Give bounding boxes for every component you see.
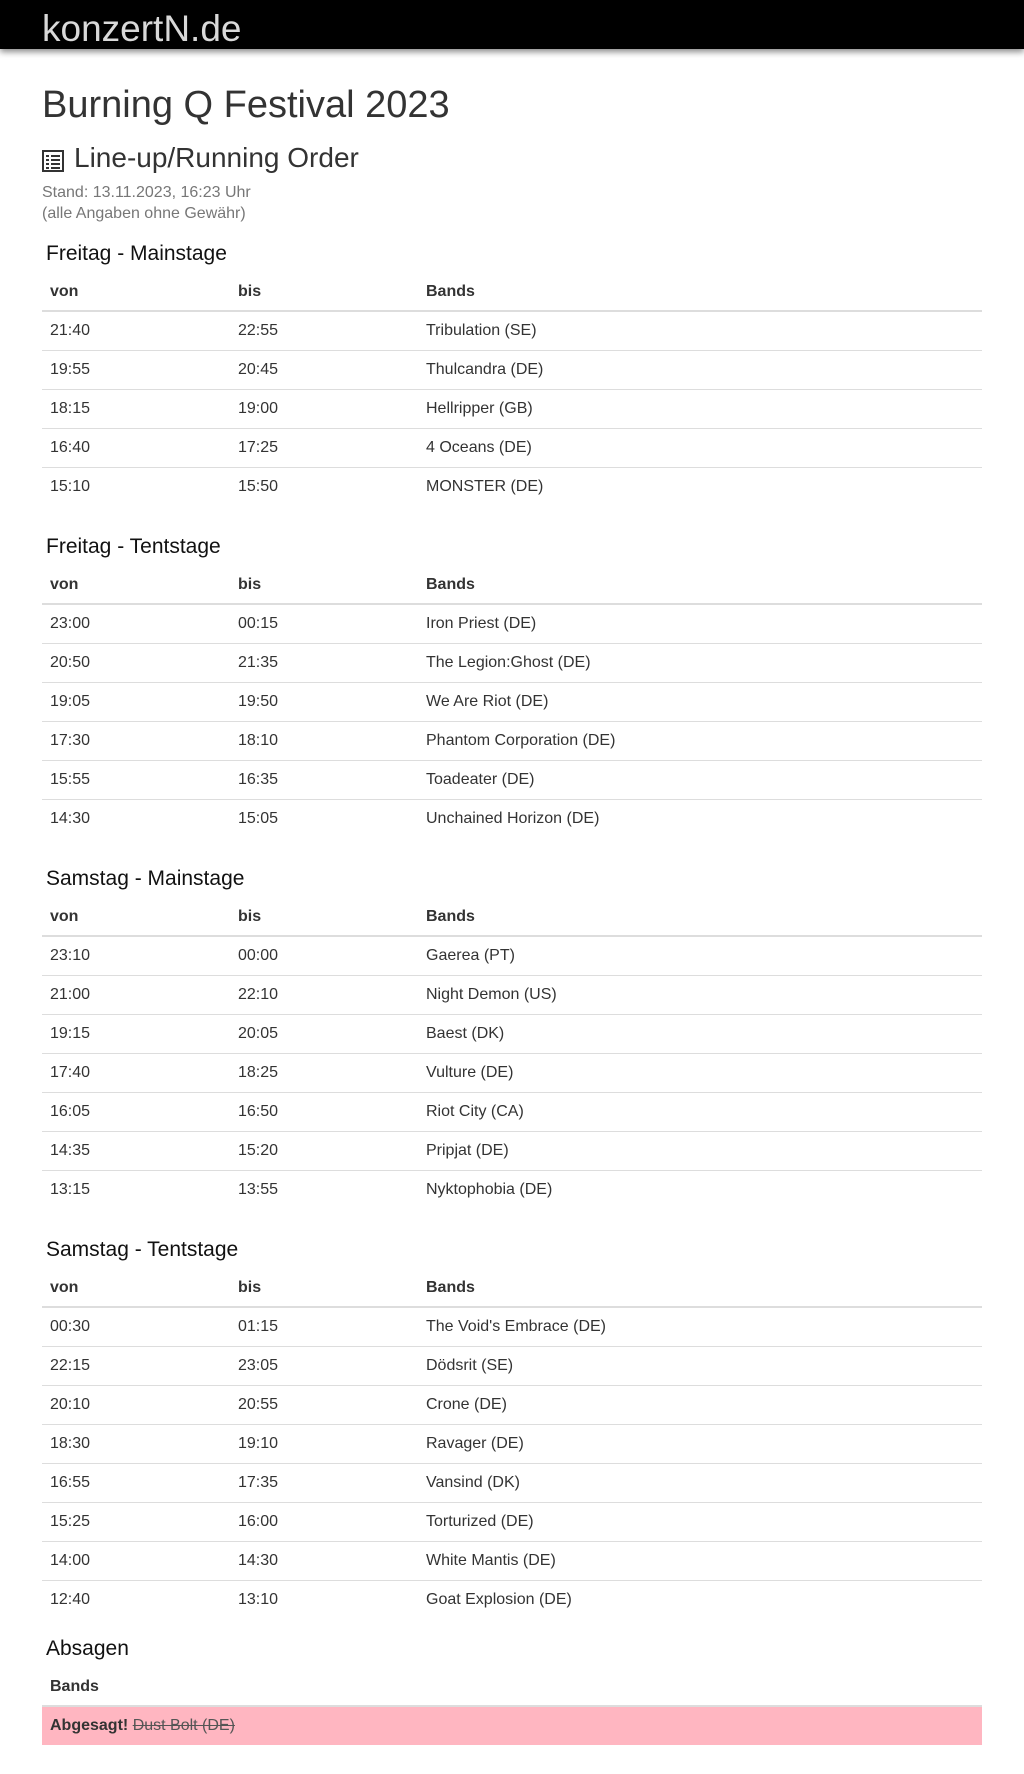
table-row — [42, 1093, 982, 1132]
column-header-von: von — [42, 898, 230, 936]
cell-band: Nyktophobia (DE) — [418, 1171, 982, 1210]
stages-list — [42, 239, 982, 1619]
stage-section — [42, 532, 982, 838]
cancellations-section — [42, 1634, 982, 1745]
stand-timestamp: Stand: 13.11.2023, 16:23 Uhr — [42, 184, 251, 201]
table-row — [42, 1132, 982, 1171]
cancellations-table — [42, 1668, 982, 1745]
column-header-von: von — [42, 273, 230, 311]
cell-bis: 22:55 — [238, 322, 279, 339]
cell-band: Toadeater (DE) — [418, 761, 982, 800]
column-header-bis: bis — [230, 566, 418, 604]
column-header-bands: Bands — [418, 273, 982, 311]
column-header-von: von — [42, 566, 230, 604]
cell-von: 14:30 — [42, 800, 230, 839]
cell-bis: 15:20 — [230, 1132, 418, 1171]
column-header-bands: Bands — [418, 566, 982, 604]
table-header-row — [42, 1269, 982, 1307]
cell-von: 21:40 — [50, 322, 91, 339]
section-title — [42, 140, 982, 176]
cell-von: 14:00 — [42, 1542, 230, 1581]
stage-section — [42, 239, 982, 506]
cell-band: Night Demon (US) — [418, 976, 982, 1015]
cell-von: 15:55 — [42, 761, 230, 800]
cell-band: Riot City (CA) — [418, 1093, 982, 1132]
cell-band: Crone (DE) — [418, 1386, 982, 1425]
cell-band: 4 Oceans (DE) — [418, 429, 982, 468]
column-header-bis: bis — [230, 1269, 418, 1307]
cell-bis: 16:00 — [230, 1503, 418, 1542]
cancellations-title: Absagen — [46, 1637, 129, 1660]
cancelled-flag: Abgesagt! — [50, 1717, 129, 1734]
table-row — [42, 1171, 982, 1210]
table-header-row — [42, 898, 982, 936]
cell-band: White Mantis (DE) — [418, 1542, 982, 1581]
brand-link[interactable]: konzertN.de — [42, 8, 242, 49]
table-row — [42, 429, 982, 468]
table-row — [42, 1464, 982, 1503]
navbar — [0, 0, 1024, 49]
cell-bis: 19:50 — [230, 683, 418, 722]
stage-title: Freitag - Tentstage — [46, 535, 221, 558]
table-row — [42, 1542, 982, 1581]
cell-von: 20:50 — [42, 644, 230, 683]
cell-von: 20:10 — [42, 1386, 230, 1425]
cell-von: 23:10 — [50, 947, 91, 964]
cell-band: Dödsrit (SE) — [418, 1347, 982, 1386]
table-header-row — [42, 566, 982, 604]
cell-von: 17:30 — [42, 722, 230, 761]
cell-cancelled-band — [42, 1706, 982, 1745]
table-row — [42, 644, 982, 683]
table-row — [42, 800, 982, 839]
disclaimer: (alle Angaben ohne Gewähr) — [42, 205, 246, 222]
column-header-bands: Bands — [42, 1668, 982, 1706]
table-row — [42, 351, 982, 390]
stage-title: Samstag - Tentstage — [46, 1238, 239, 1261]
cell-von: 21:00 — [42, 976, 230, 1015]
running-order-table — [42, 898, 982, 1209]
column-header-bis: bis — [230, 898, 418, 936]
cell-band: Baest (DK) — [418, 1015, 982, 1054]
cell-von: 19:05 — [42, 683, 230, 722]
stand-info — [42, 182, 982, 224]
table-row — [42, 604, 982, 644]
stage-title: Freitag - Mainstage — [46, 242, 227, 265]
cell-bis: 20:45 — [230, 351, 418, 390]
cell-von: 15:25 — [42, 1503, 230, 1542]
cell-von: 16:55 — [42, 1464, 230, 1503]
cell-band: Goat Explosion (DE) — [418, 1581, 982, 1620]
running-order-table — [42, 1269, 982, 1619]
cell-bis: 20:55 — [230, 1386, 418, 1425]
cell-bis: 23:05 — [230, 1347, 418, 1386]
table-row — [42, 390, 982, 429]
cell-von: 13:15 — [42, 1171, 230, 1210]
cell-bis: 00:15 — [238, 615, 279, 632]
cell-bis: 15:50 — [230, 468, 418, 507]
cell-bis: 18:10 — [230, 722, 418, 761]
cell-band: The Void's Embrace (DE) — [426, 1318, 607, 1335]
cell-bis: 19:00 — [230, 390, 418, 429]
cell-bis: 17:35 — [230, 1464, 418, 1503]
cell-von: 17:40 — [42, 1054, 230, 1093]
cell-band: Thulcandra (DE) — [418, 351, 982, 390]
table-row — [42, 1581, 982, 1620]
cell-von: 00:30 — [50, 1318, 91, 1335]
cell-band: We Are Riot (DE) — [418, 683, 982, 722]
table-row — [42, 1386, 982, 1425]
section-title-text: Line-up/Running Order — [74, 142, 359, 173]
stage-section — [42, 864, 982, 1209]
table-row — [42, 1347, 982, 1386]
stage-title: Samstag - Mainstage — [46, 867, 245, 890]
cell-von: 16:05 — [42, 1093, 230, 1132]
table-row — [42, 1503, 982, 1542]
cancelled-row — [42, 1706, 982, 1745]
cell-von: 16:40 — [42, 429, 230, 468]
table-row — [42, 761, 982, 800]
cell-von: 19:55 — [42, 351, 230, 390]
main-content — [42, 50, 982, 1745]
cell-bis: 18:25 — [230, 1054, 418, 1093]
table-header-row — [42, 273, 982, 311]
cell-band: Unchained Horizon (DE) — [418, 800, 982, 839]
running-order-table — [42, 566, 982, 838]
cell-von: 15:10 — [42, 468, 230, 507]
table-row — [42, 1307, 982, 1347]
cell-bis: 22:10 — [230, 976, 418, 1015]
cancelled-band-name: Dust Bolt (DE) — [132, 1717, 235, 1734]
cell-bis: 19:10 — [230, 1425, 418, 1464]
cell-bis: 13:55 — [230, 1171, 418, 1210]
cell-band: Hellripper (GB) — [418, 390, 982, 429]
cell-bis: 17:25 — [230, 429, 418, 468]
cell-bis: 21:35 — [230, 644, 418, 683]
cell-von: 18:30 — [42, 1425, 230, 1464]
table-row — [42, 976, 982, 1015]
cell-bis: 16:35 — [230, 761, 418, 800]
column-header-bands: Bands — [418, 1269, 982, 1307]
cell-von: 12:40 — [42, 1581, 230, 1620]
table-row — [42, 1054, 982, 1093]
table-row — [42, 468, 982, 507]
cell-band: Vulture (DE) — [418, 1054, 982, 1093]
table-row — [42, 1015, 982, 1054]
cell-band: Ravager (DE) — [418, 1425, 982, 1464]
column-header-von: von — [42, 1269, 230, 1307]
cell-von: 23:00 — [50, 615, 91, 632]
cell-bis: 20:05 — [230, 1015, 418, 1054]
cell-band: MONSTER (DE) — [418, 468, 982, 507]
cell-bis: 13:10 — [230, 1581, 418, 1620]
cell-bis: 01:15 — [238, 1318, 279, 1335]
list-icon — [42, 146, 64, 170]
cell-von: 14:35 — [42, 1132, 230, 1171]
cell-bis: 14:30 — [230, 1542, 418, 1581]
cell-von: 18:15 — [42, 390, 230, 429]
column-header-bands: Bands — [418, 898, 982, 936]
running-order-table — [42, 273, 982, 506]
cell-band: Phantom Corporation (DE) — [418, 722, 982, 761]
table-header-row — [42, 1668, 982, 1706]
cell-von: 19:15 — [42, 1015, 230, 1054]
stage-section — [42, 1235, 982, 1619]
page-title: Burning Q Festival 2023 — [42, 84, 450, 126]
cell-bis: 16:50 — [230, 1093, 418, 1132]
cell-band: Torturized (DE) — [418, 1503, 982, 1542]
cell-von: 22:15 — [42, 1347, 230, 1386]
table-row — [42, 1425, 982, 1464]
cell-band: Vansind (DK) — [418, 1464, 982, 1503]
column-header-bis: bis — [230, 273, 418, 311]
table-row — [42, 722, 982, 761]
table-row — [42, 311, 982, 351]
table-row — [42, 683, 982, 722]
table-row — [42, 936, 982, 976]
cell-band: Iron Priest (DE) — [426, 615, 537, 632]
cell-band: Gaerea (PT) — [426, 947, 515, 964]
cell-band: The Legion:Ghost (DE) — [418, 644, 982, 683]
cell-band: Pripjat (DE) — [418, 1132, 982, 1171]
cell-bis: 00:00 — [238, 947, 279, 964]
cell-bis: 15:05 — [230, 800, 418, 839]
cell-band: Tribulation (SE) — [426, 322, 537, 339]
